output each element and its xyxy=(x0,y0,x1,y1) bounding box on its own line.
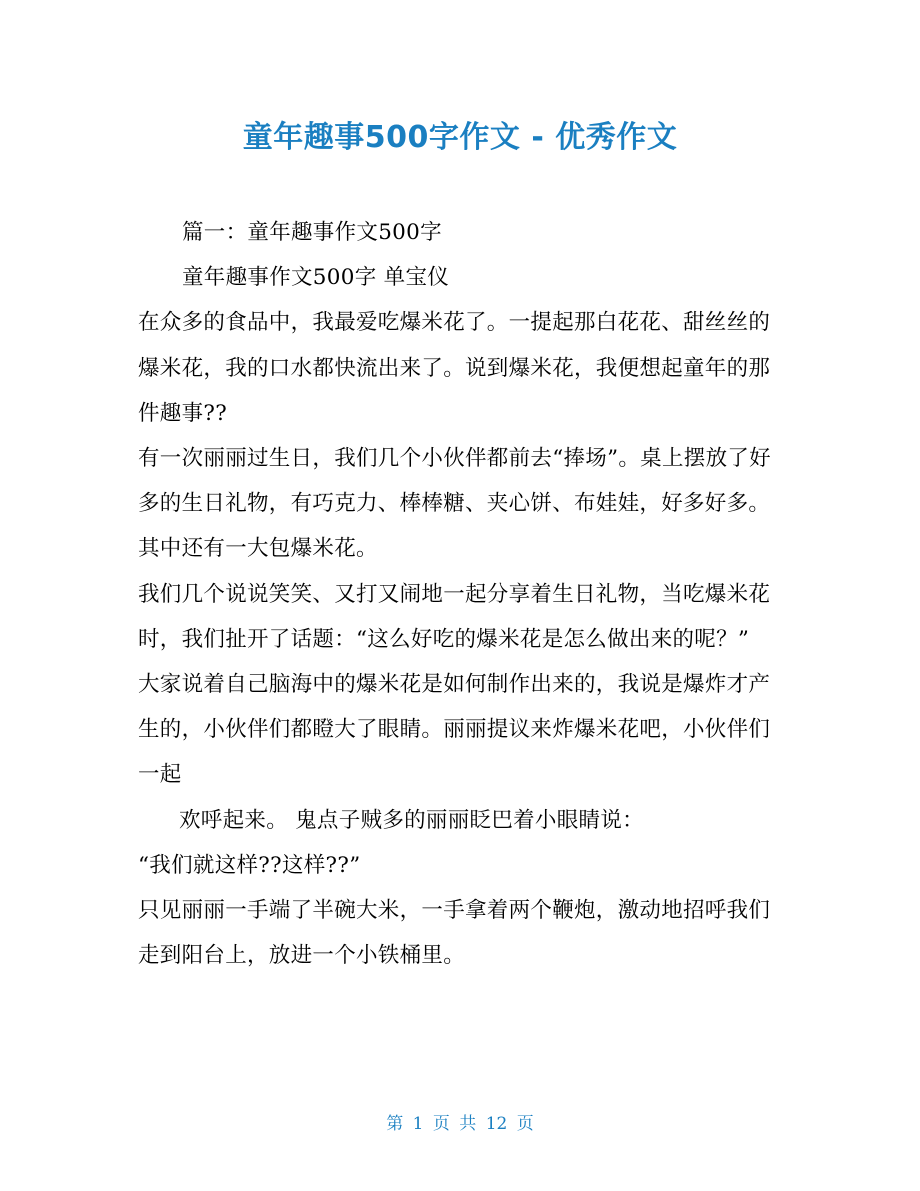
page-footer: 第 1 页 共 12 页 xyxy=(386,1114,534,1134)
document-body xyxy=(138,210,788,978)
paragraph: 大家说着自己脑海中的爆米花是如何制作出来的，我说是爆炸才产生的，小伙伴们都瞪大了眼睛。丽丽提议来炸爆米花吧，小伙伴们一起 xyxy=(138,672,771,788)
paragraph: 欢呼起来。 鬼点子贼多的丽丽眨巴着小眼睛说： xyxy=(179,807,644,833)
paragraph: “我们就这样??这样??” xyxy=(138,852,361,878)
paragraph: 在众多的食品中，我最爱吃爆米花了。一提起那白花花、甜丝丝的爆米花，我的口水都快流出来了。说到爆米花，我便想起童年的那件趣事?? xyxy=(138,310,771,426)
document-title: 童年趣事500字作文 - 优秀作文 xyxy=(242,120,678,155)
paragraph: 只见丽丽一手端了半碗大米，一手拿着两个鞭炮，激动地招呼我们走到阳台上，放进一个小铁桶里。 xyxy=(138,898,771,969)
section-heading: 篇一：童年趣事作文500字 xyxy=(182,220,442,245)
paragraph: 我们几个说说笑笑、又打又闹地一起分享着生日礼物，当吃爆米花时，我们扯开了话题：“这么好吃的爆米花是怎么做出来的呢？” xyxy=(138,581,771,652)
paragraph: 有一次丽丽过生日，我们几个小伙伴都前去“捧场”。桌上摆放了好多的生日礼物，有巧克力、棒棒糖、夹心饼、布娃娃，好多好多。其中还有一大包爆米花。 xyxy=(138,446,771,562)
essay-subtitle: 童年趣事作文500字 单宝仪 xyxy=(182,265,450,291)
